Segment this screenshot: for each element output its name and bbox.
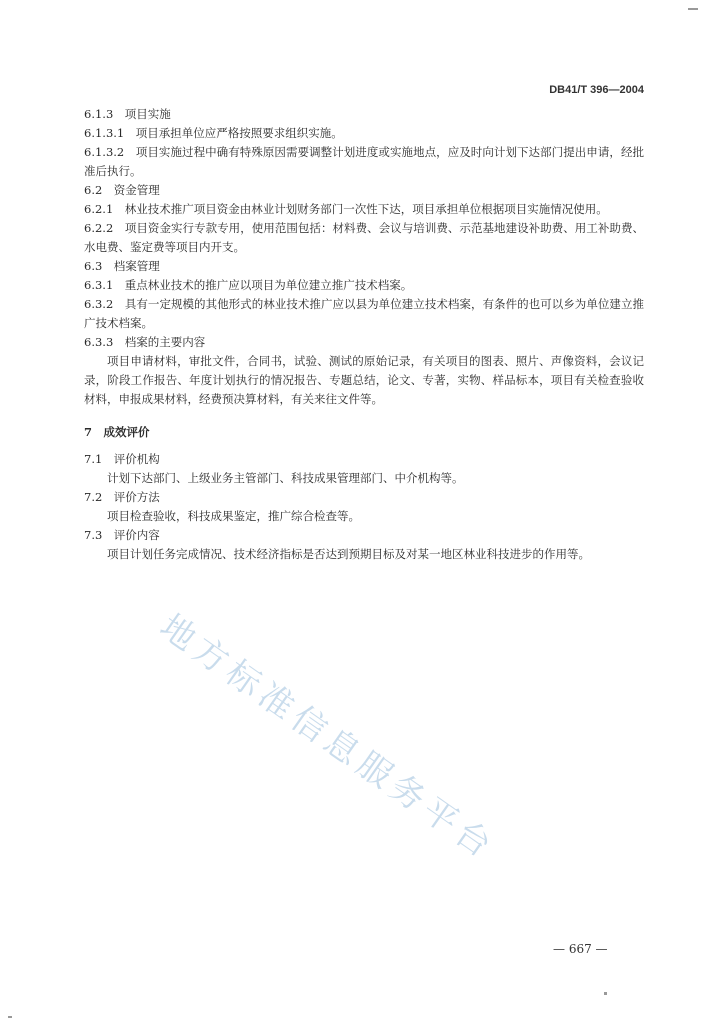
watermark-text: 地方标准信息服务平台 xyxy=(152,606,504,869)
section-7-3-heading: 7.3 评价内容 xyxy=(84,528,160,542)
section-6-3-heading: 6.3 档案管理 xyxy=(84,259,160,273)
page-number: — 667 — xyxy=(553,942,608,956)
clause-6-3-1: 6.3.1 重点林业技术的推广应以项目为单位建立推广技术档案。 xyxy=(84,278,413,292)
section-6-2-heading: 6.2 资金管理 xyxy=(84,183,160,197)
section-7-1-heading: 7.1 评价机构 xyxy=(84,452,160,466)
document-body xyxy=(84,105,644,564)
section-7-2-heading: 7.2 评价方法 xyxy=(84,490,160,504)
section-6-1-3-heading: 6.1.3 项目实施 xyxy=(84,107,171,121)
section-7-3-text: 项目计划任务完成情况、技术经济指标是否达到预期目标及对某一地区林业科技进步的作用等。 xyxy=(107,547,590,561)
clause-6-3-3-text: 项目申请材料，审批文件，合同书，试验、测试的原始记录，有关项目的图表、照片、声像资料，会议记录，阶段工作报告、年度计划执行的情况报告、专题总结，论文、专著，实物、样品标本，项目有关检查验收材料，申报成果材料，经费预决算材料，有关来往文件等。 xyxy=(84,354,644,406)
clause-6-2-1: 6.2.1 林业技术推广项目资金由林业计划财务部门一次性下达，项目承担单位根据项目实施情况使用。 xyxy=(84,202,608,216)
clause-6-1-3-2: 6.1.3.2 项目实施过程中确有特殊原因需要调整计划进度或实施地点，应及时向计划下达部门提出申请，经批准后执行。 xyxy=(84,145,644,178)
clause-6-1-3-1: 6.1.3.1 项目承担单位应严格按照要求组织实施。 xyxy=(84,126,343,140)
standard-code: DB41/T 396—2004 xyxy=(549,84,644,96)
clause-6-3-2: 6.3.2 具有一定规模的其他形式的林业技术推广应以县为单位建立技术档案，有条件的也可以乡为单位建立推广技术档案。 xyxy=(84,297,644,330)
section-6-3-3-heading: 6.3.3 档案的主要内容 xyxy=(84,335,206,349)
clause-6-2-2: 6.2.2 项目资金实行专款专用，使用范围包括：材料费、会议与培训费、示范基地建设补助费、用工补助费、水电费、鉴定费等项目内开支。 xyxy=(84,221,644,254)
section-7-2-text: 项目检查验收，科技成果鉴定，推广综合检查等。 xyxy=(107,509,360,523)
section-7-1-text: 计划下达部门、上级业务主管部门、科技成果管理部门、中介机构等。 xyxy=(107,471,464,485)
section-7-heading: 7 成效评价 xyxy=(84,425,150,439)
